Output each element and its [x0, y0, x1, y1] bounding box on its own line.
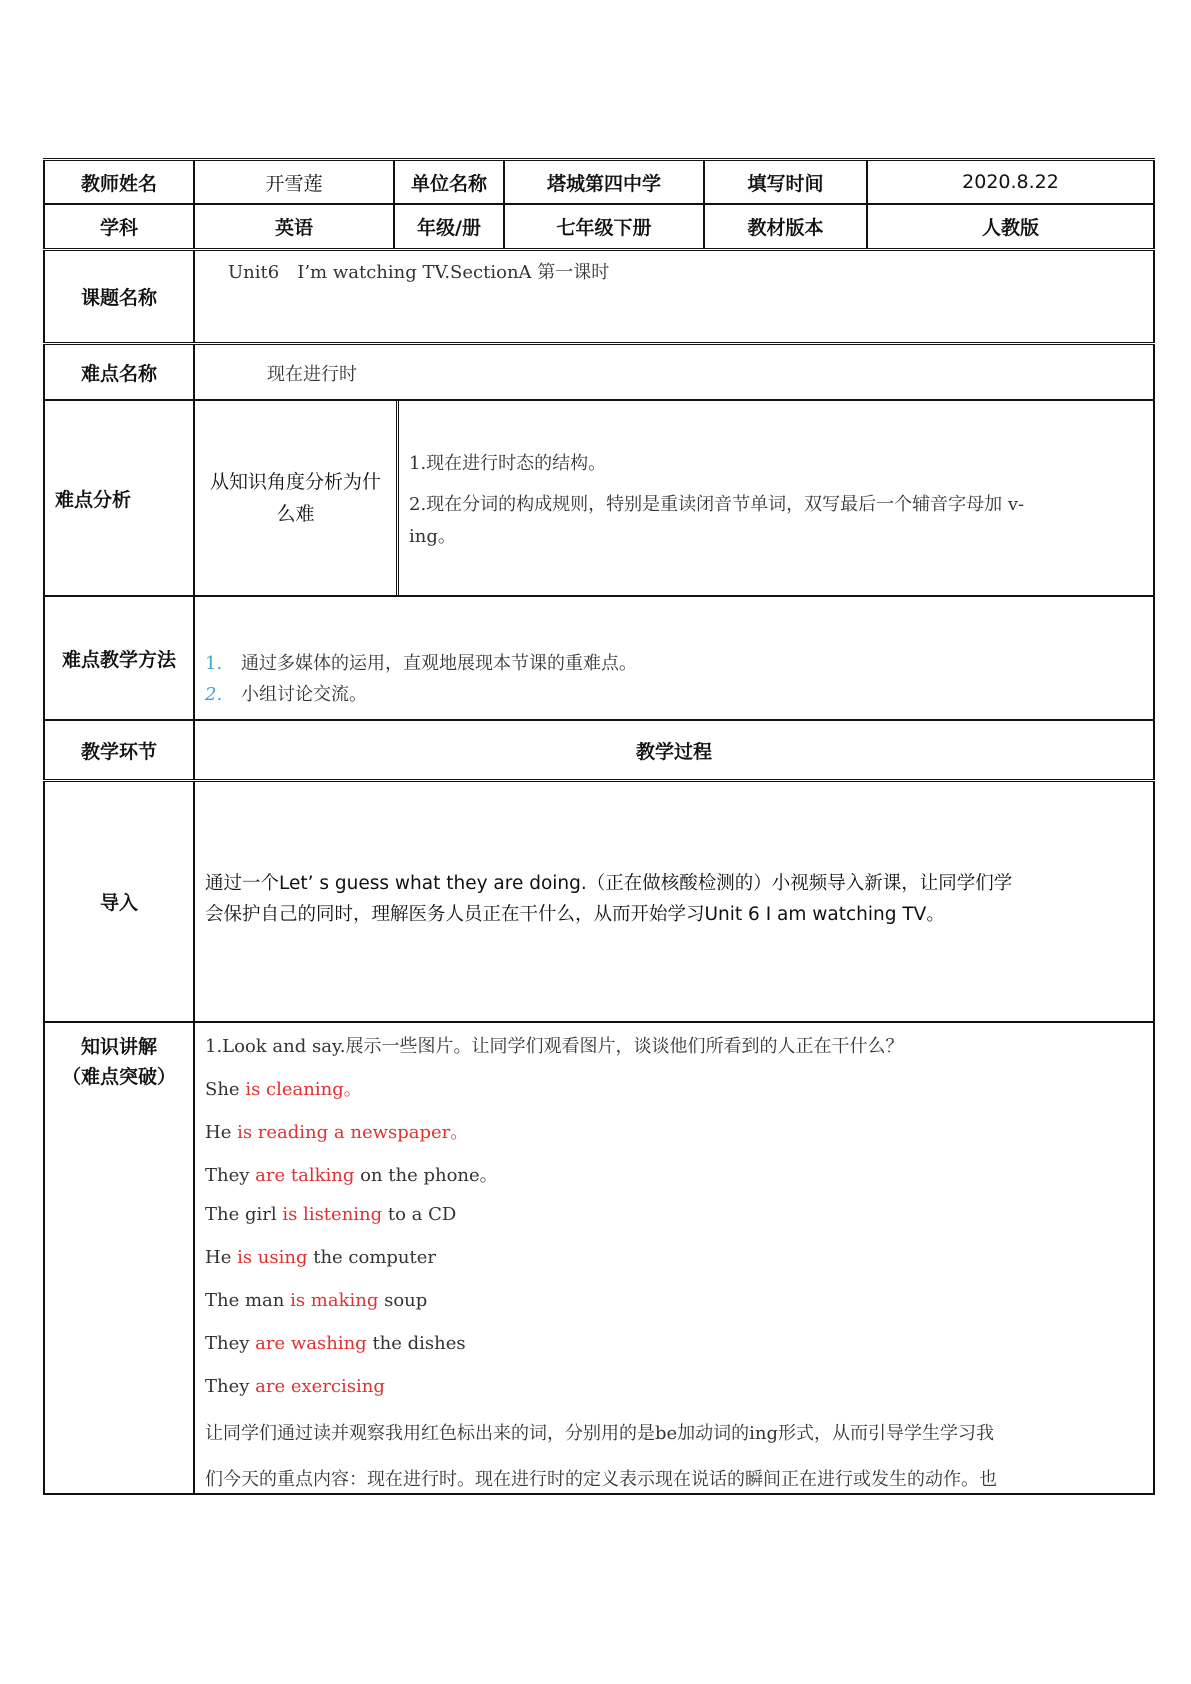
table-bottom-border	[43, 1493, 1155, 1495]
subject-label: 学科	[45, 205, 195, 248]
example-sentence	[205, 1290, 427, 1311]
knowledge-intro-line: 1.Look and say.展示一些图片。让同学们观看图片，谈谈他们所看到的人正在干什么？	[205, 1036, 904, 1057]
sentence-verb-phrase: are exercising	[255, 1376, 385, 1397]
example-sentence	[205, 1247, 436, 1268]
list-number: 1.	[205, 653, 223, 674]
list-number: 2.	[205, 684, 223, 705]
analysis-item-2-line-1: 2.现在分词的构成规则，特别是重读闭音节单词，双写最后一个辅音字母加 v-	[409, 494, 1025, 515]
method-cell	[195, 597, 1153, 719]
intro-label: 导入	[45, 782, 195, 1021]
analysis-label-cell	[45, 401, 195, 595]
example-sentence	[205, 1204, 456, 1225]
method-label: 难点教学方法	[45, 597, 195, 719]
sentence-subject: They	[205, 1333, 256, 1354]
sentence-rest: the dishes	[366, 1333, 466, 1354]
sentence-verb-phrase: is cleaning。	[245, 1079, 362, 1100]
textbook-value: 人教版	[981, 217, 1039, 239]
sentence-verb-phrase: is using	[237, 1247, 308, 1268]
sentence-subject: The man	[205, 1290, 291, 1311]
intro-line-1: 通过一个Let’ s guess what they are doing.（正在做核酸检测的）小视频导入新课，让同学们学	[205, 873, 1013, 894]
school-value: 塔城第四中学	[505, 161, 705, 203]
intro-line-2: 会保护自己的同时，理解医务人员正在干什么，从而开始学习Unit 6 I am watching TV。	[205, 904, 945, 925]
grade-label: 年级/册	[395, 205, 505, 248]
date-label: 填写时间	[705, 161, 868, 203]
textbook-label: 教材版本	[705, 205, 868, 248]
knowledge-cell	[195, 1023, 1153, 1493]
example-sentence	[205, 1161, 498, 1187]
difficulty-value: 现在进行时	[267, 364, 357, 385]
teacher-name-value: 开雪莲	[195, 161, 395, 203]
sentence-rest: on the phone。	[354, 1165, 498, 1186]
sentence-subject: The girl	[205, 1204, 283, 1225]
analysis-detail-cell	[399, 401, 1153, 595]
process-content-label: 教学过程	[635, 740, 712, 763]
sentence-subject: They	[205, 1376, 256, 1397]
sentence-verb-phrase: is listening	[282, 1204, 383, 1225]
example-sentence	[205, 1376, 385, 1397]
process-stage-label: 教学环节	[45, 721, 195, 779]
example-sentence	[205, 1075, 362, 1101]
header-row-2	[43, 205, 1155, 248]
process-header-row	[43, 721, 1155, 779]
difficulty-cell	[195, 345, 1153, 399]
sentence-rest: soup	[378, 1290, 428, 1311]
analysis-angle-cell	[195, 401, 399, 595]
teacher-name-label: 教师姓名	[45, 161, 195, 203]
header-row-1	[43, 161, 1155, 203]
intro-row	[43, 782, 1155, 1021]
sentence-rest: to a CD	[382, 1204, 457, 1225]
sentence-verb-phrase: is making	[290, 1290, 379, 1311]
school-label: 单位名称	[395, 161, 505, 203]
knowledge-label-cell	[45, 1023, 195, 1493]
difficulty-label: 难点名称	[45, 345, 195, 399]
lesson-plan-table	[43, 158, 1155, 1495]
analysis-item-1: 1.现在进行时态的结构。	[409, 453, 607, 474]
sentence-subject: They	[205, 1165, 256, 1186]
method-row	[43, 597, 1155, 719]
topic-label: 课题名称	[45, 251, 195, 342]
method-item-1	[205, 649, 637, 675]
difficulty-row	[43, 345, 1155, 399]
knowledge-sublabel: （难点突破）	[61, 1066, 176, 1088]
topic-cell	[195, 251, 1153, 342]
analysis-label: 难点分析	[55, 489, 132, 511]
intro-cell	[195, 782, 1153, 1021]
topic-row	[43, 251, 1155, 342]
sentence-subject: She	[205, 1079, 246, 1100]
sentence-verb-phrase: are washing	[255, 1333, 367, 1354]
knowledge-outro-line-2: 们今天的重点内容：现在进行时。现在进行时的定义表示现在说话的瞬间正在进行或发生的动作。也	[205, 1469, 997, 1490]
method-item-text: 通过多媒体的运用，直观地展现本节课的重难点。	[241, 653, 637, 674]
knowledge-row	[43, 1023, 1155, 1493]
analysis-row	[43, 401, 1155, 595]
topic-value: Unit6 I’m watching TV.SectionA 第一课时	[228, 262, 610, 283]
date-value: 2020.8.22	[962, 171, 1059, 193]
analysis-item-2-line-2: ing。	[409, 526, 456, 547]
analysis-angle: 从知识角度分析为什么难	[209, 471, 381, 525]
knowledge-label: 知识讲解	[80, 1036, 157, 1058]
sentence-subject: He	[205, 1247, 238, 1268]
knowledge-outro-line-1: 让同学们通过读并观察我用红色标出来的词，分别用的是be加动词的ing形式，从而引导学生学习我	[205, 1423, 995, 1444]
method-item-text: 小组讨论交流。	[241, 684, 367, 705]
method-item-2	[205, 680, 367, 706]
example-sentence	[205, 1333, 466, 1354]
sentence-subject: He	[205, 1122, 238, 1143]
example-sentence	[205, 1118, 468, 1144]
grade-value: 七年级下册	[505, 205, 705, 248]
subject-value: 英语	[195, 205, 395, 248]
sentence-verb-phrase: are talking	[255, 1165, 355, 1186]
sentence-rest: the computer	[307, 1247, 437, 1268]
sentence-verb-phrase: is reading a newspaper。	[237, 1122, 469, 1143]
